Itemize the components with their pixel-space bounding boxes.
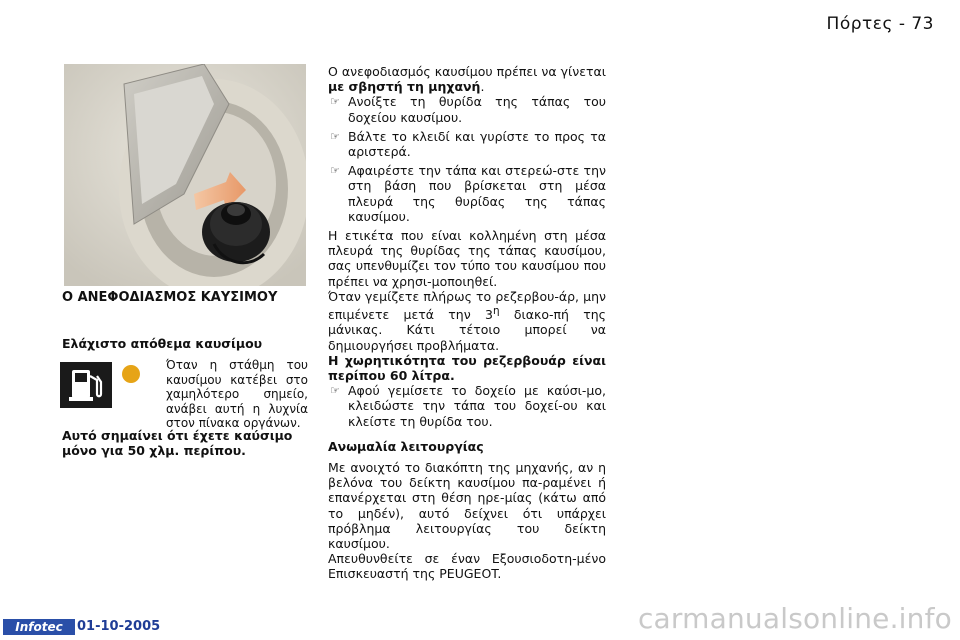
intro-end: . [480,79,485,95]
step-text: Βάλτε το κλειδί και γυρίστε το προς τα αριστερά. [348,128,606,160]
warning-lamp-icon [122,365,140,383]
intro-text: Ο ανεφοδιασμός καυσίμου πρέπει να γίνεται [328,64,606,79]
step-text: Αφαιρέστε την τάπα και στερεώ-στε την στη βάση που βρίσκεται στη μέσα πλευρά της θυρίδας της τάπας καυσίμου. [348,163,606,224]
section-title: Ο ΑΝΕΦΟΔΙΑΣΜΟΣ ΚΑΥΣΙΜΟΥ [62,290,278,305]
full-tank-text-end: διακο-πή της μάνικας. Κάτι τέτοιο μπορεί να δημιουργήσει προβλήματα. [328,307,606,353]
step-item [328,129,606,159]
malfunction-paragraph: Με ανοιχτό το διακόπτη της μηχανής, αν η βελόνα του δείκτη καυσίμου πα-ραμένει ή επανέρχεται στη θέση ηρε-μίας (κάτω από το μηδέν), αυτό δείχνει ότι υπάρχει πρόβλημα λειτουργίας του δείκτη καυσίμου. [328,460,606,552]
low-fuel-description: Όταν η στάθμη του καυσίμου κατέβει στο χαμηλότερο σημείο, ανάβει αυτή η λυχνία στον πίνακα οργάνων. [166,358,308,431]
fuel-pump-icon [60,362,112,408]
malfunction-title: Ανωμαλία λειτουργίας [328,438,484,454]
pointing-hand-icon: ☞ [330,129,340,143]
full-tank-paragraph [328,289,606,353]
intro-emphasis: με σβηστή τη μηχανή [328,79,481,95]
infotec-logo: Infotec [3,619,75,635]
footer-date: 01-10-2005 [77,619,161,634]
pointing-hand-icon: ☞ [330,164,340,178]
pointing-hand-icon: ☞ [330,384,340,398]
watermark-url: carmanualsonline.info [637,602,952,635]
step-item [328,94,606,124]
refuel-instructions [328,64,606,582]
step-item [328,383,606,429]
sub-title: Ελάχιστο απόθεμα καυσίμου [62,336,263,351]
step-text: Αφού γεμίσετε το δοχείο με καύσι-μο, κλειδώστε την τάπα του δοχεί-ου και κλείστε τη θυρίδα του. [348,383,606,429]
fuel-cap-photo [64,64,306,286]
step-text: Ανοίξτε τη θυρίδα της τάπας του δοχείου καυσίμου. [348,94,606,125]
label-paragraph: Η ετικέτα που είναι κολλημένη στη μέσα πλευρά της θυρίδας της τάπας καυσίμου, σας υπενθυμίζει τον τύπο του καυσίμου που πρέπει να χρησι-μοποιηθεί. [328,228,606,289]
range-note: Αυτό σημαίνει ότι έχετε καύσιμο μόνο για 50 χλμ. περίπου. [62,428,293,458]
intro-paragraph [328,64,606,94]
pointing-hand-icon: ☞ [330,95,340,109]
capacity-paragraph: Η χωρητικότητα του ρεζερβουάρ είναι περίπου 60 λίτρα. [328,352,606,384]
contact-paragraph: Απευθυνθείτε σε έναν Εξουσιοδοτη-μένο Επισκευαστή της PEUGEOT. [328,551,606,582]
page-header: Πόρτες - 73 [826,14,934,34]
full-tank-text: Όταν γεμίζετε πλήρως το ρεζερβου-άρ, μην επιμένετε μετά την 3 [328,288,606,323]
step-item [328,163,606,224]
superscript: η [492,305,500,318]
